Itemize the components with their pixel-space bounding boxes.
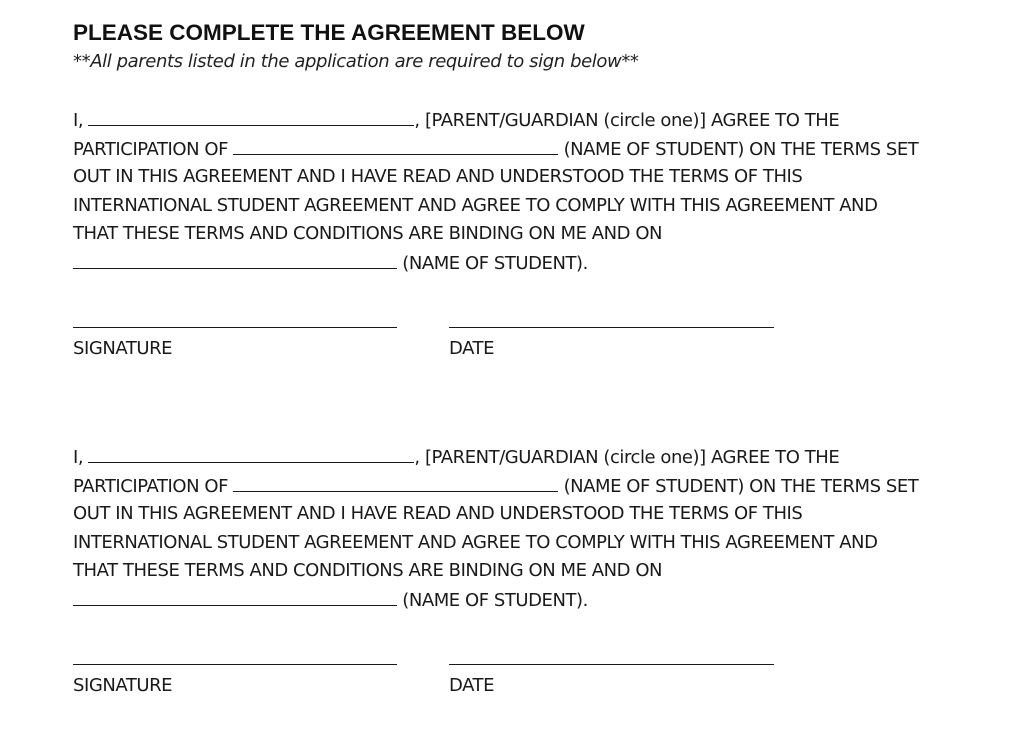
agreement-text: , [PARENT/GUARDIAN (circle one)] AGREE TO THE bbox=[414, 447, 840, 468]
agreement-line-student-repeat bbox=[73, 249, 993, 278]
agreement-text: OUT IN THIS AGREEMENT AND I HAVE READ AND UNDERSTOOD THE TERMS OF THIS bbox=[73, 503, 803, 524]
agreement-text: (NAME OF STUDENT) ON THE TERMS SET bbox=[563, 138, 919, 160]
date-label: DATE bbox=[449, 675, 495, 696]
agreement-text: I, bbox=[73, 447, 84, 468]
agreement-text: I, bbox=[73, 110, 84, 131]
signature-line[interactable] bbox=[73, 664, 397, 665]
agreement-line-parent bbox=[73, 443, 993, 472]
page-title: PLEASE COMPLETE THE AGREEMENT BELOW bbox=[73, 20, 585, 45]
page-subtitle: **All parents listed in the application are required to sign below** bbox=[73, 51, 639, 72]
agreement-text: (NAME OF STUDENT). bbox=[402, 589, 588, 611]
signature-line[interactable] bbox=[73, 327, 397, 328]
parent-name-blank[interactable] bbox=[88, 443, 414, 463]
student-name-blank[interactable] bbox=[73, 586, 397, 606]
student-name-blank[interactable] bbox=[233, 472, 558, 492]
agreement-text: (NAME OF STUDENT) ON THE TERMS SET bbox=[563, 475, 919, 497]
agreement-text: THAT THESE TERMS AND CONDITIONS ARE BINDING ON ME AND ON bbox=[73, 560, 663, 581]
agreement-page bbox=[73, 18, 993, 696]
agreement-text: PARTICIPATION OF bbox=[73, 475, 228, 497]
agreement-text: OUT IN THIS AGREEMENT AND I HAVE READ AND UNDERSTOOD THE TERMS OF THIS bbox=[73, 166, 803, 187]
agreement-text: PARTICIPATION OF bbox=[73, 138, 228, 160]
agreement-line-parent bbox=[73, 106, 993, 135]
agreement-text: INTERNATIONAL STUDENT AGREEMENT AND AGREE TO COMPLY WITH THIS AGREEMENT AND bbox=[73, 531, 878, 553]
date-line[interactable] bbox=[449, 664, 774, 665]
date-line[interactable] bbox=[449, 327, 774, 328]
signature-label: SIGNATURE bbox=[73, 338, 173, 359]
agreement-text: INTERNATIONAL STUDENT AGREEMENT AND AGREE TO COMPLY WITH THIS AGREEMENT AND bbox=[73, 194, 878, 216]
agreement-block-1 bbox=[73, 106, 993, 277]
signature-label: SIGNATURE bbox=[73, 675, 173, 696]
agreement-line-student bbox=[73, 135, 993, 164]
student-name-blank[interactable] bbox=[233, 135, 558, 155]
agreement-text: THAT THESE TERMS AND CONDITIONS ARE BINDING ON ME AND ON bbox=[73, 223, 663, 244]
date-label: DATE bbox=[449, 338, 495, 359]
student-name-blank[interactable] bbox=[73, 249, 397, 269]
agreement-line-student-repeat bbox=[73, 586, 993, 615]
agreement-block-2 bbox=[73, 443, 993, 614]
agreement-text: (NAME OF STUDENT). bbox=[402, 252, 588, 274]
agreement-line-student bbox=[73, 472, 993, 501]
agreement-text: , [PARENT/GUARDIAN (circle one)] AGREE TO THE bbox=[414, 110, 840, 131]
parent-name-blank[interactable] bbox=[88, 106, 414, 126]
